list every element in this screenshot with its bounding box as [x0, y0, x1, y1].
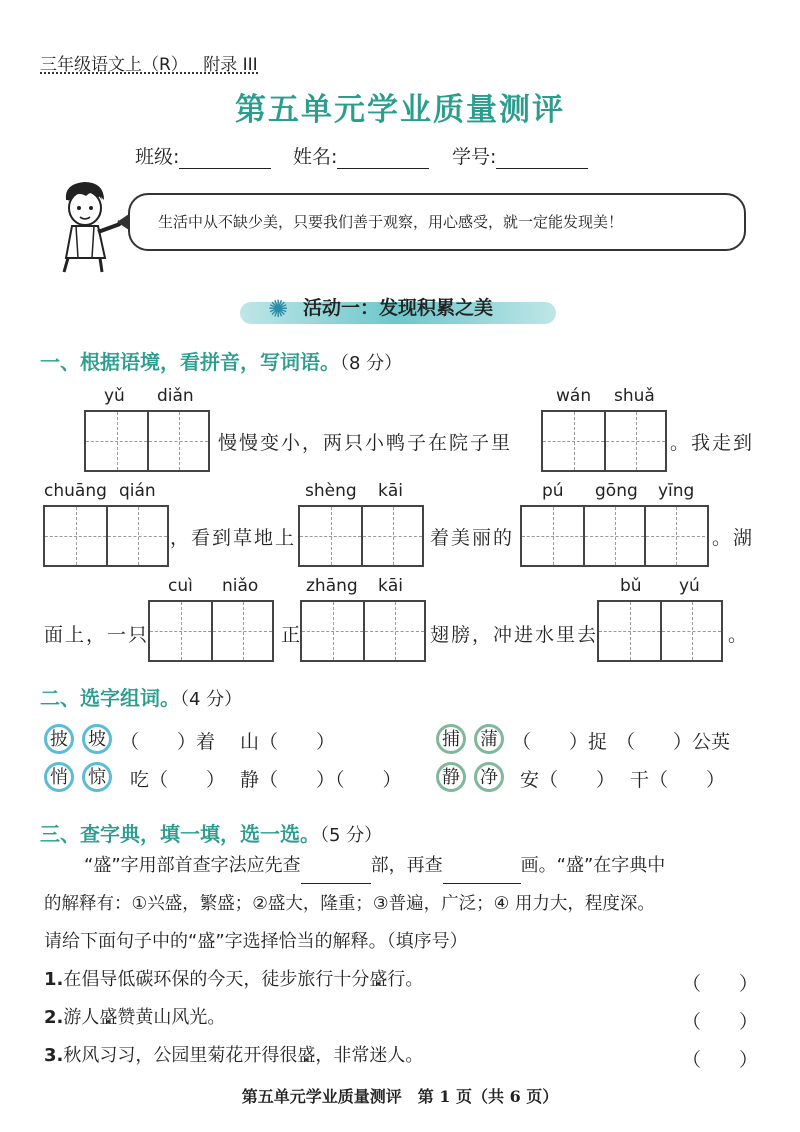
- passage-text: 。湖: [712, 527, 755, 549]
- answer-box-zhangkai[interactable]: [300, 600, 426, 662]
- page-footer: 第五单元学业质量测评 第 1 页（共 6 页）: [241, 1087, 559, 1106]
- passage-text: 。我走到: [670, 432, 755, 454]
- passage-text: 面上，一只: [44, 624, 150, 646]
- pinyin: gōng: [595, 481, 638, 501]
- answer-blank[interactable]: （ ）: [682, 973, 759, 995]
- char-option: 坡: [82, 724, 112, 754]
- grade-label: 三年级语文上（R） 附录 III: [40, 55, 258, 75]
- pinyin: cuì: [168, 576, 193, 596]
- passage-text: 着美丽的: [430, 527, 515, 549]
- char-option: 捕: [436, 724, 466, 754]
- word-blank[interactable]: 安（ ）: [520, 769, 616, 791]
- char-option: 净: [474, 762, 504, 792]
- pinyin: yīng: [658, 481, 695, 501]
- pinyin: qián: [119, 481, 156, 501]
- word-blank[interactable]: 山（ ）: [240, 731, 336, 753]
- pinyin: niǎo: [222, 576, 259, 596]
- section-1-title: 一、根据语境，看拼音，写词语。（8 分）: [40, 350, 403, 374]
- pinyin: wán: [556, 386, 592, 406]
- word-blank[interactable]: （ ）公英: [616, 731, 731, 753]
- header-divider: [40, 72, 258, 74]
- answer-box-chuangqian[interactable]: [43, 505, 169, 567]
- stroke-count-blank[interactable]: [443, 863, 521, 884]
- section-3-title: 三、查字典，填一填，选一选。（5 分）: [40, 822, 383, 846]
- pinyin: chuāng: [44, 481, 107, 501]
- pinyin: shuǎ: [614, 386, 655, 406]
- pinyin: zhāng: [306, 576, 358, 596]
- activity-title: 活动一：发现积累之美: [302, 297, 493, 319]
- sentence-question: 1.在倡导低碳环保的今天，徒步旅行十分盛行。: [44, 969, 424, 990]
- char-option: 静: [436, 762, 466, 792]
- student-id-field[interactable]: 学号:: [452, 142, 588, 169]
- word-blank[interactable]: （ ）着: [120, 731, 216, 753]
- char-option: 惊: [82, 762, 112, 792]
- word-blank[interactable]: 静（ ）（ ）: [240, 769, 402, 791]
- passage-text: 慢慢变小，两只小鸭子在院子里: [218, 432, 513, 454]
- answer-box-yudian[interactable]: [84, 410, 210, 472]
- char-option: 悄: [44, 762, 74, 792]
- answer-box-shengkai[interactable]: [298, 505, 424, 567]
- definitions-text: 的解释有：①兴盛，繁盛；②盛大，隆重；③普遍，广泛；④ 用力大，程度深。: [44, 894, 655, 914]
- answer-box-pugongying[interactable]: [520, 505, 709, 567]
- section-2-title: 二、选字组词。（4 分）: [40, 686, 243, 710]
- passage-text: 正: [281, 624, 303, 646]
- boy-illustration-icon: [50, 178, 125, 273]
- answer-box-wanshua[interactable]: [541, 410, 667, 472]
- sun-icon: ✺: [268, 295, 289, 323]
- word-blank[interactable]: 干（ ）: [630, 769, 726, 791]
- sentence-question: 3.秋风习习，公园里菊花开得很盛，非常迷人。: [44, 1045, 424, 1066]
- instruction-text: 请给下面句子中的“盛”字选择恰当的解释。（填序号）: [44, 931, 468, 952]
- pinyin: shèng: [305, 481, 357, 501]
- class-field[interactable]: 班级:: [135, 142, 271, 169]
- pinyin: pú: [542, 481, 564, 501]
- pinyin: yǔ: [104, 386, 125, 406]
- answer-blank[interactable]: （ ）: [682, 1011, 759, 1033]
- name-field[interactable]: 姓名:: [293, 142, 429, 169]
- speech-bubble: 生活中从不缺少美，只要我们善于观察，用心感受，就一定能发现美！: [128, 193, 746, 251]
- pinyin: yú: [679, 576, 700, 596]
- word-blank[interactable]: 吃（ ）: [130, 769, 226, 791]
- passage-text: ，看到草地上: [170, 527, 297, 549]
- pinyin: kāi: [378, 481, 403, 501]
- page-title: 第五单元学业质量测评: [235, 92, 565, 128]
- appendix-label: 附录 III: [203, 55, 258, 75]
- answer-box-buyu[interactable]: [597, 600, 723, 662]
- dictionary-question: “盛”字用部首查字法应先查 部，再查 画。“盛”在字典中: [84, 848, 784, 884]
- passage-text: 翅膀，冲进水里去: [430, 624, 599, 646]
- word-blank[interactable]: （ ）捉: [512, 731, 608, 753]
- passage-text: 。: [728, 624, 750, 646]
- answer-blank[interactable]: （ ）: [682, 1049, 759, 1071]
- sentence-question: 2.游人盛赞黄山风光。: [44, 1007, 226, 1028]
- radical-blank[interactable]: [301, 863, 371, 884]
- pinyin: kāi: [378, 576, 403, 596]
- pinyin: bǔ: [620, 576, 642, 596]
- char-option: 披: [44, 724, 74, 754]
- char-option: 蒲: [474, 724, 504, 754]
- answer-box-cuiniao[interactable]: [148, 600, 274, 662]
- pinyin: diǎn: [157, 386, 194, 406]
